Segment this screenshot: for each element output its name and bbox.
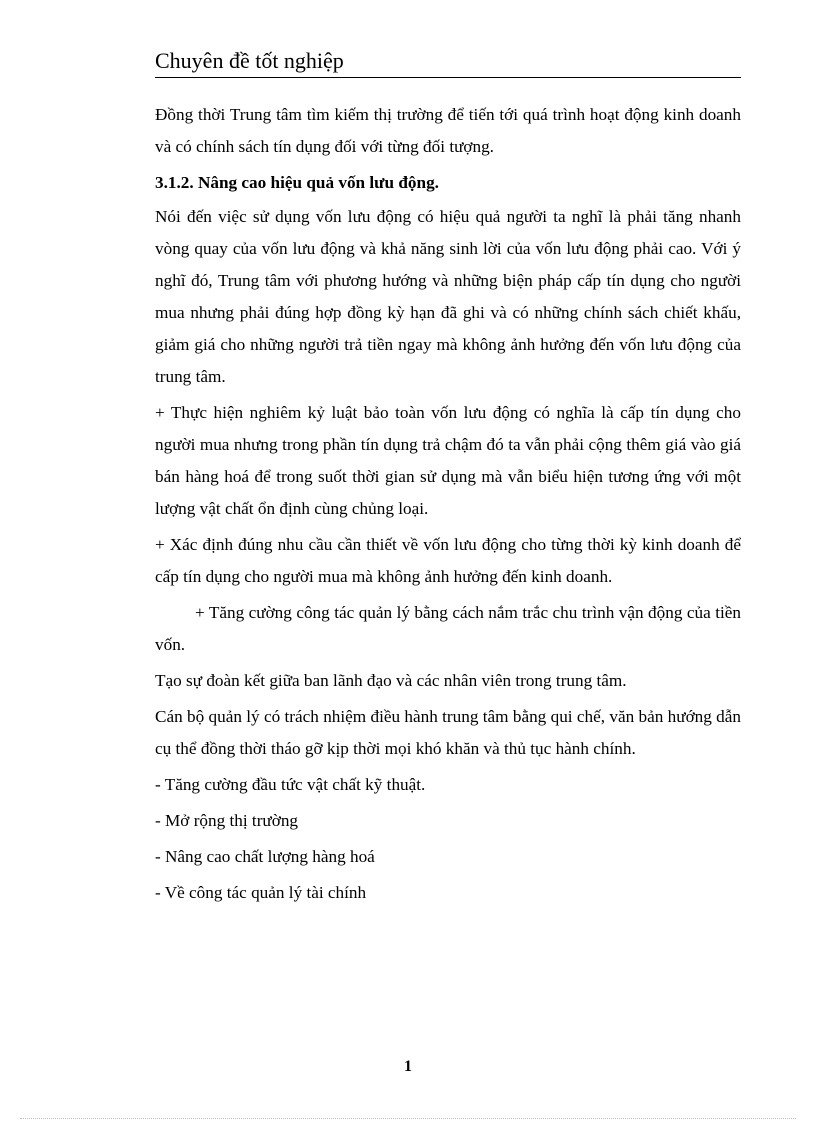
list-item: - Tăng cường đầu tức vật chất kỹ thuật. (155, 775, 426, 794)
section-heading: 3.1.2. Nâng cao hiệu quả vốn lưu động. (155, 173, 439, 192)
list-item: - Mở rộng thị trường (155, 811, 299, 830)
paragraph-needs: + Xác định đúng nhu cầu cần thiết về vốn lưu động cho từng thời kỳ kinh doanh để cấp tín dụng cho người mua mà không ảnh hưởng đến kinh doanh. (155, 535, 741, 586)
list-item: - Về công tác quản lý tài chính (155, 883, 367, 902)
paragraph-management: + Tăng cường công tác quản lý bằng cách nắm trắc chu trình vận động của tiền vốn. (155, 603, 741, 654)
paragraph-intro: Đồng thời Trung tâm tìm kiếm thị trường để tiến tới quá trình hoạt động kinh doanh và có chính sách tín dụng đối với từng đối tượng. (155, 105, 741, 156)
list-item: - Nâng cao chất lượng hàng hoá (155, 847, 375, 866)
paragraph-administration: Cán bộ quản lý có trách nhiệm điều hành trung tâm bằng qui chế, văn bản hướng dẫn cụ thể đồng thời tháo gỡ kịp thời mọi khó khăn và thủ tục hành chính. (155, 707, 741, 758)
page-bottom-border (20, 1118, 796, 1119)
document-body (155, 99, 741, 913)
page-number: 1 (404, 1058, 412, 1075)
page-header-title: Chuyên đề tốt nghiệp (155, 48, 344, 73)
paragraph-unity: Tạo sự đoàn kết giữa ban lãnh đạo và các nhân viên trong trung tâm. (155, 671, 627, 690)
paragraph-working-capital: Nói đến việc sử dụng vốn lưu động có hiệu quả người ta nghĩ là phải tăng nhanh vòng quay của vốn lưu động và khả năng sinh lời của vốn lưu động phải cao. Với ý nghĩ đó, Trung tâm với phương hướng và những biện pháp cấp tín dụng cho người mua nhưng phải đúng hợp đồng kỳ hạn đã ghi và có những chính sách chiết khấu, giảm giá cho những người trả tiền ngay mà không ảnh hưởng đến vốn lưu động của trung tâm. (155, 207, 741, 386)
header-divider (155, 77, 741, 78)
paragraph-discipline: + Thực hiện nghiêm kỷ luật bảo toàn vốn lưu động có nghĩa là cấp tín dụng cho người mua nhưng trong phần tín dụng trả chậm đó ta vẫn phải cộng thêm giá vào giá bán hàng hoá để trong suốt thời gian sử dụng mà vẫn biểu hiện tương ứng với một lượng vật chất ổn định cùng chủng loại. (155, 403, 741, 518)
